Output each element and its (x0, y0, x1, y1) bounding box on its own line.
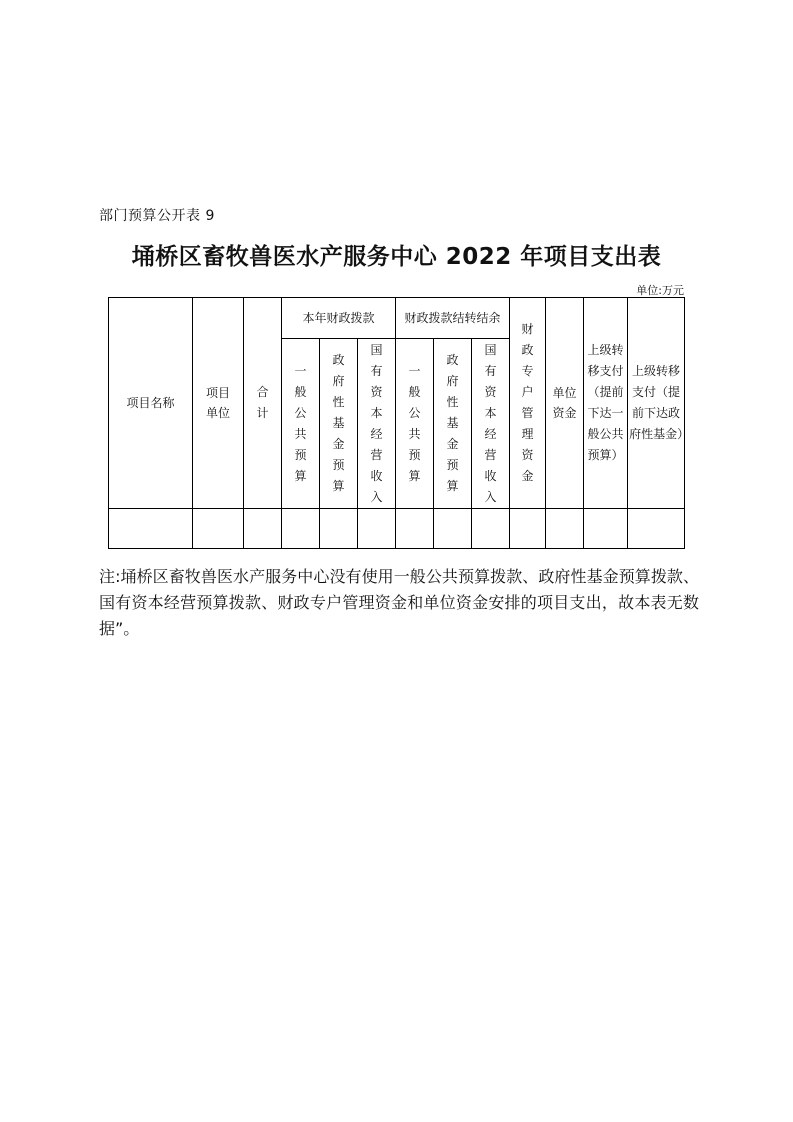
table-cell (193, 509, 244, 549)
header-unit-funds: 单位资金 (546, 298, 584, 509)
project-expenditure-table (108, 297, 690, 549)
header-total: 合计 (244, 298, 282, 509)
table-cell (244, 509, 282, 549)
header-carry-general-public-budget: 一般公共预算 (396, 339, 434, 509)
header-carry-gov-fund-budget: 政府性基金预算 (434, 339, 472, 509)
header-transfer-gov-fund: 上级转移支付（提前下达政府性基金） (628, 298, 685, 509)
table-cell (434, 509, 472, 549)
table-cell (584, 509, 628, 549)
table-cell (628, 509, 685, 549)
table-cell (546, 509, 584, 549)
header-special-account: 财政专户管理资金 (510, 298, 546, 509)
header-project-unit: 项目单位 (193, 298, 244, 509)
table-row (109, 509, 685, 549)
table-cell (109, 509, 193, 549)
table-cell (396, 509, 434, 549)
unit-label: 单位:万元 (636, 284, 684, 297)
table-number-label: 部门预算公开表 9 (99, 208, 215, 224)
table-cell (282, 509, 320, 549)
table-cell (510, 509, 546, 549)
footnote: 注:埇桥区畜牧兽医水产服务中心没有使用一般公共预算拨款、政府性基金预算拨款、国有资本经营预算拨款、财政专户管理资金和单位资金安排的项目支出，故本表无数据”。 (99, 567, 699, 638)
page-title: 埇桥区畜牧兽医水产服务中心 2022 年项目支出表 (131, 244, 662, 270)
table-cell (320, 509, 358, 549)
header-row-1 (109, 298, 685, 339)
table-cell (358, 509, 396, 549)
header-gov-fund-budget: 政府性基金预算 (320, 339, 358, 509)
table-cell (472, 509, 510, 549)
header-current-year-appropriation: 本年财政拨款 (282, 298, 396, 339)
header-project-name: 项目名称 (109, 298, 193, 509)
header-state-capital-income: 国有资本经营收入 (358, 339, 396, 509)
header-transfer-general: 上级转移支付（提前下达一般公共预算） (584, 298, 628, 509)
header-general-public-budget: 一般公共预算 (282, 339, 320, 509)
header-carryover-balance: 财政拨款结转结余 (396, 298, 510, 339)
header-carry-state-capital-income: 国有资本经营收入 (472, 339, 510, 509)
